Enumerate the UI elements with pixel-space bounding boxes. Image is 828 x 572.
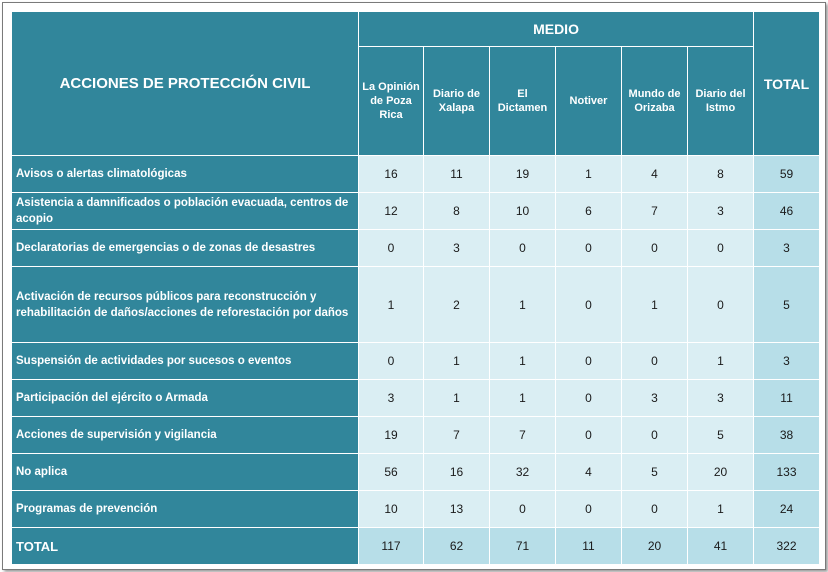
table-cell: 7 (490, 417, 556, 454)
row-label: Suspensión de actividades por sucesos o eventos (12, 343, 359, 380)
table-cell: 0 (622, 230, 688, 267)
table-cell: 32 (490, 454, 556, 491)
table-cell: 0 (622, 343, 688, 380)
table-cell: 1 (490, 380, 556, 417)
table-row (12, 417, 820, 454)
table-cell: 0 (622, 491, 688, 528)
table-cell: 19 (359, 417, 424, 454)
row-total-cell: 5 (754, 267, 820, 343)
table-cell: 0 (556, 343, 622, 380)
table-cell: 0 (490, 230, 556, 267)
row-total-cell: 11 (754, 380, 820, 417)
column-header: El Dictamen (490, 47, 556, 156)
table-row (12, 193, 820, 230)
table-cell: 20 (688, 454, 754, 491)
table-cell: 2 (424, 267, 490, 343)
table-cell: 16 (359, 156, 424, 193)
table-row (12, 380, 820, 417)
table-cell: 0 (359, 230, 424, 267)
table-row (12, 267, 820, 343)
table-cell: 5 (622, 454, 688, 491)
row-label: No aplica (12, 454, 359, 491)
table-row (12, 454, 820, 491)
table-cell: 7 (424, 417, 490, 454)
table-cell: 4 (556, 454, 622, 491)
table-cell: 1 (490, 267, 556, 343)
row-total-cell: 24 (754, 491, 820, 528)
table-cell: 1 (424, 343, 490, 380)
medio-header: MEDIO (359, 12, 754, 47)
row-total-cell: 46 (754, 193, 820, 230)
row-total-cell: 3 (754, 230, 820, 267)
column-header: Diario de Xalapa (424, 47, 490, 156)
table-title: ACCIONES DE PROTECCIÓN CIVIL (12, 12, 359, 156)
table-cell: 1 (622, 267, 688, 343)
proteccion-civil-table (11, 11, 820, 565)
column-header: Diario del Istmo (688, 47, 754, 156)
totals-cell: 11 (556, 528, 622, 565)
totals-cell: 41 (688, 528, 754, 565)
table-cell: 10 (490, 193, 556, 230)
table-cell: 3 (359, 380, 424, 417)
table-cell: 1 (688, 491, 754, 528)
table-cell: 0 (490, 491, 556, 528)
totals-row (12, 528, 820, 565)
table-body (12, 156, 820, 565)
totals-row-label: TOTAL (12, 528, 359, 565)
row-total-cell: 133 (754, 454, 820, 491)
total-header: TOTAL (754, 12, 820, 156)
table-cell: 1 (424, 380, 490, 417)
table-cell: 0 (622, 417, 688, 454)
row-label: Declaratorias de emergencias o de zonas de desastres (12, 230, 359, 267)
table-cell: 0 (556, 230, 622, 267)
totals-cell: 62 (424, 528, 490, 565)
table-cell: 6 (556, 193, 622, 230)
table-row (12, 491, 820, 528)
table-cell: 10 (359, 491, 424, 528)
table-cell: 16 (424, 454, 490, 491)
table-cell: 1 (556, 156, 622, 193)
table-row (12, 156, 820, 193)
row-label: Programas de prevención (12, 491, 359, 528)
table-cell: 3 (622, 380, 688, 417)
table-cell: 3 (424, 230, 490, 267)
table-cell: 0 (556, 267, 622, 343)
table-frame (2, 2, 826, 570)
table-cell: 0 (688, 267, 754, 343)
column-header: La Opinión de Poza Rica (359, 47, 424, 156)
totals-cell: 117 (359, 528, 424, 565)
table-cell: 8 (424, 193, 490, 230)
table-cell: 13 (424, 491, 490, 528)
row-total-cell: 3 (754, 343, 820, 380)
totals-cell: 20 (622, 528, 688, 565)
table-cell: 56 (359, 454, 424, 491)
grand-total-cell: 322 (754, 528, 820, 565)
table-row (12, 230, 820, 267)
row-label: Activación de recursos públicos para reconstrucción y rehabilitación de daños/acciones de reforestación por daños (12, 267, 359, 343)
table-cell: 8 (688, 156, 754, 193)
row-label: Avisos o alertas climatológicas (12, 156, 359, 193)
row-total-cell: 38 (754, 417, 820, 454)
row-total-cell: 59 (754, 156, 820, 193)
table-cell: 11 (424, 156, 490, 193)
table-cell: 4 (622, 156, 688, 193)
table-cell: 1 (688, 343, 754, 380)
totals-cell: 71 (490, 528, 556, 565)
table-cell: 0 (556, 417, 622, 454)
table-cell: 19 (490, 156, 556, 193)
table-cell: 7 (622, 193, 688, 230)
table-cell: 3 (688, 380, 754, 417)
table-cell: 0 (556, 491, 622, 528)
table-cell: 0 (359, 343, 424, 380)
table-cell: 1 (490, 343, 556, 380)
table-cell: 0 (688, 230, 754, 267)
column-header: Notiver (556, 47, 622, 156)
table-cell: 3 (688, 193, 754, 230)
row-label: Participación del ejército o Armada (12, 380, 359, 417)
row-label: Acciones de supervisión y vigilancia (12, 417, 359, 454)
row-label: Asistencia a damnificados o población evacuada, centros de acopio (12, 193, 359, 230)
table-row (12, 343, 820, 380)
table-cell: 12 (359, 193, 424, 230)
table-cell: 5 (688, 417, 754, 454)
table-cell: 1 (359, 267, 424, 343)
table-cell: 0 (556, 380, 622, 417)
column-header: Mundo de Orizaba (622, 47, 688, 156)
